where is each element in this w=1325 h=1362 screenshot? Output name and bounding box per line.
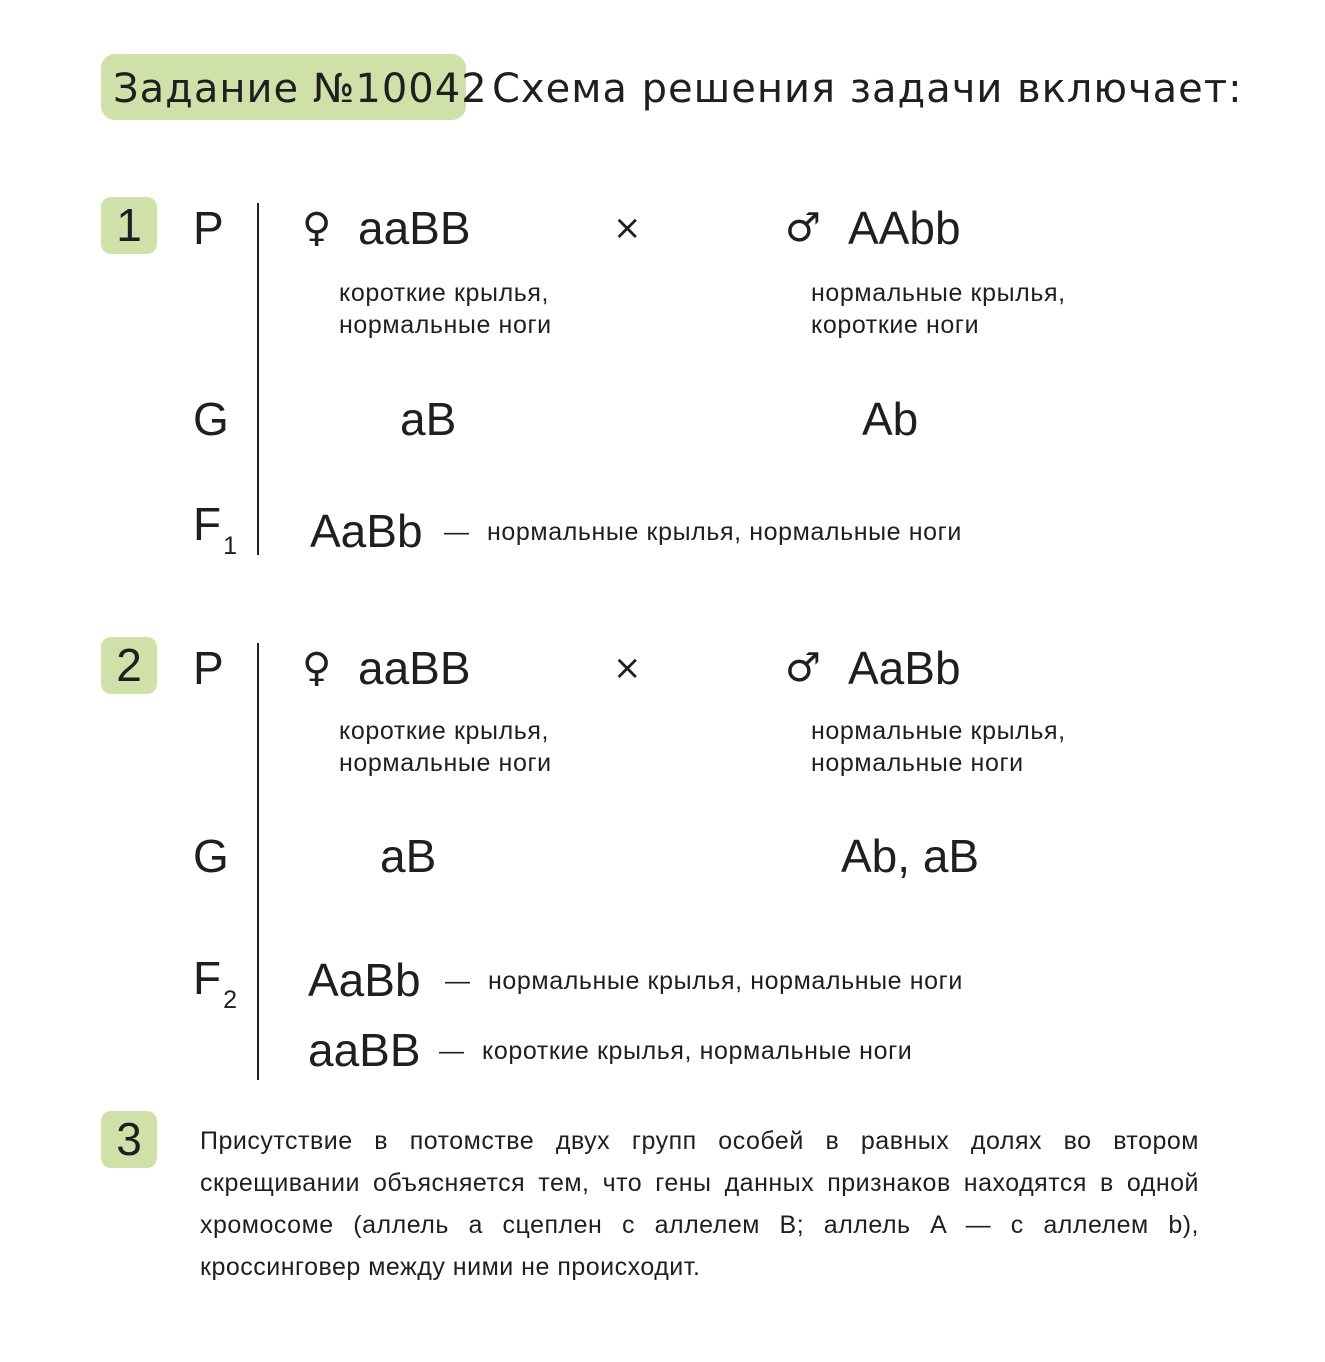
step-1-offspring-phenotype: нормальные крылья, нормальные ноги [487,518,962,546]
step-1-male-genotype: AAbb [848,202,961,254]
step-2-offspring-genotype-1: AaBb [308,954,421,1006]
step-1-offspring-label: $F_1$ [193,498,238,560]
step-1-female-genotype: aaBB [358,202,471,254]
step-1-male-phenotype-line-2: короткие ноги [811,311,980,339]
step-2-badge: 2 [101,637,157,694]
step-2-male-phenotype-line-1: нормальные крылья, [811,717,1066,745]
step-1-female-phenotype-line-2: нормальные ноги [339,311,552,339]
step-2-offspring-genotype-2: aaBB [308,1024,421,1076]
step-1-male-gamete: Ab [862,393,919,445]
step-1-divider [257,203,259,555]
step-2-offspring-label: $F_2$ [193,952,238,1014]
step-3-badge: 3 [101,1111,157,1168]
step-2-female-phenotype-line-1: короткие крылья, [339,717,550,745]
task-number: Задание №10042 [113,66,488,112]
step-2-offspring-phenotype-1: нормальные крылья, нормальные ноги [488,967,963,995]
step-1-male-phenotype-line-1: нормальные крылья, [811,279,1066,307]
step-2-divider [257,643,259,1080]
step-1-gametes-label: G [193,393,229,445]
step-1-female-phenotype-line-1: короткие крылья, [339,279,550,307]
step-2-parents-label: P [193,642,224,694]
male-symbol-icon: ♂ [785,645,821,691]
step-1-offspring-subscript: 1 [223,532,238,560]
step-2-male-genotype: AaBb [848,642,961,694]
step-2-offspring-dash-1: — [445,967,470,995]
step-2-offspring-dash-2: — [439,1037,464,1065]
male-symbol-icon: ♂ [785,205,821,251]
cross-sign-icon: × [613,648,642,688]
step-2-female-gamete: aB [380,830,437,882]
step-2-female-genotype: aaBB [358,642,471,694]
step-2-gametes-label: G [193,830,229,882]
cross-sign-icon: × [613,208,642,248]
step-3-explanation: Присутствие в потомстве двух групп особей в равных долях во втором скрещивании объясняется тем, что гены данных признаков находятся в одной хромосоме (аллель a сцеплен с аллелем B; аллель A — с аллелем b), кроссинговер между ними не происходит. [200,1127,1199,1281]
step-1-female-gamete: aB [400,393,457,445]
step-1-offspring-genotype: AaBb [310,505,423,557]
step-1-parents-label: P [193,202,224,254]
female-symbol-icon: ♀ [302,205,332,251]
step-2-male-gametes: Ab, aB [841,830,980,882]
step-2-male-phenotype-line-2: нормальные ноги [811,749,1024,777]
step-2-offspring-subscript: 2 [223,986,238,1014]
female-symbol-icon: ♀ [302,645,332,691]
step-1-offspring-dash: — [444,518,469,546]
step-2-female-phenotype-line-2: нормальные ноги [339,749,552,777]
step-2-offspring-phenotype-2: короткие крылья, нормальные ноги [482,1037,913,1065]
page-title: Схема решения задачи включает: [492,66,1243,112]
step-1-badge: 1 [101,197,157,254]
